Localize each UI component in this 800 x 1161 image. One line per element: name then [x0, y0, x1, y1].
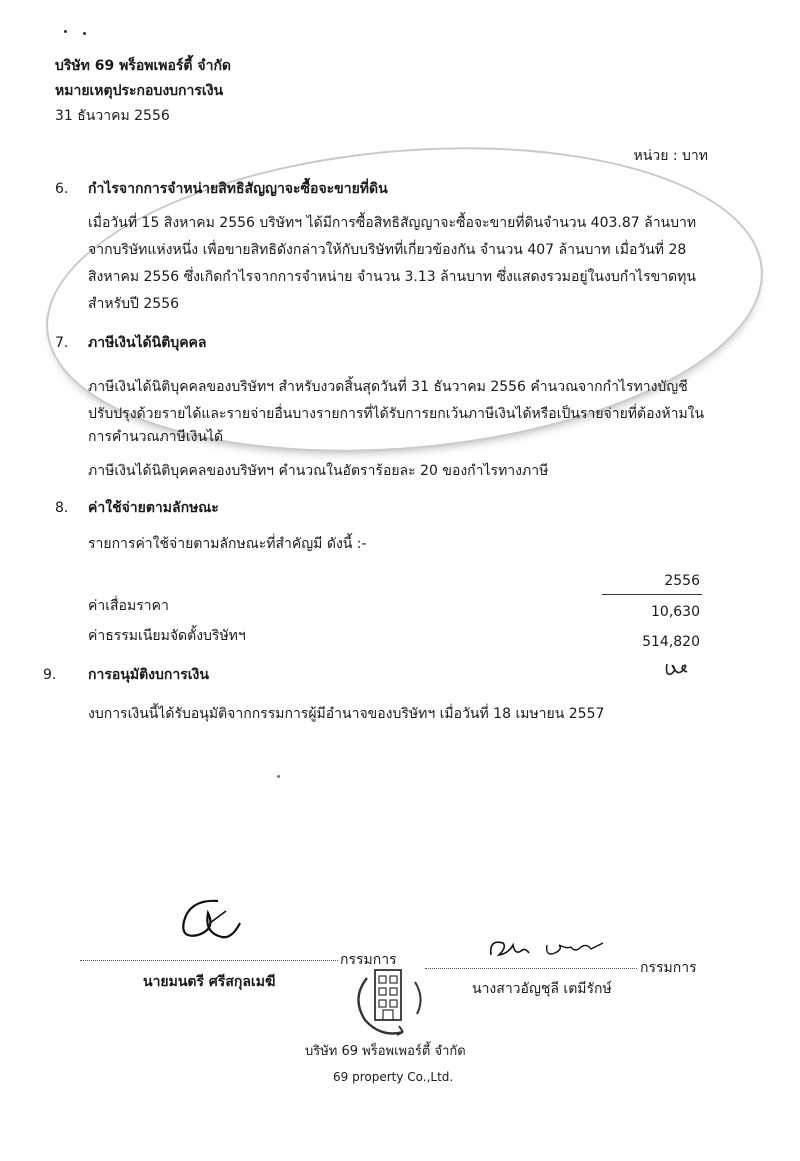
- right-signature-role: กรรมการ: [640, 960, 697, 976]
- section-6-title: กำไรจากการจำหน่ายสิทธิสัญญาจะซื้อจะขายที่ดิน: [88, 181, 388, 197]
- section-9-number: 9.: [43, 667, 57, 683]
- company-name: บริษัท 69 พร็อพเพอร์ตี้ จำกัด: [55, 58, 232, 74]
- section-8-title: ค่าใช้จ่ายตามลักษณะ: [88, 500, 219, 516]
- expense-value-depreciation: 10,630: [651, 604, 700, 620]
- expense-value-setup-fee: 514,820: [642, 634, 700, 650]
- section-6-line: สำหรับปี 2556: [88, 296, 180, 312]
- left-signature-role: กรรมการ: [340, 952, 397, 968]
- left-signatory-name: นายมนตรี ศรีสกุลเมฆี: [143, 974, 276, 990]
- section-7-line: การคำนวณภาษีเงินได้: [88, 429, 224, 445]
- expense-label-setup-fee: ค่าธรรมเนียมจัดตั้งบริษัทฯ: [88, 628, 246, 644]
- section-8-intro: รายการค่าใช้จ่ายตามลักษณะที่สำคัญมี ดังนี้ :-: [88, 536, 367, 552]
- document-date: 31 ธันวาคม 2556: [55, 108, 170, 124]
- section-6-line: จากบริษัทแห่งหนึ่ง เพื่อขายสิทธิดังกล่าวให้กับบริษัทที่เกี่ยวข้องกัน จำนวน 407 ล้านบาท เมื่อวันที่ 28: [88, 242, 687, 258]
- scan-speck: [83, 32, 86, 35]
- section-6-number: 6.: [55, 181, 69, 197]
- right-signature: [485, 935, 615, 965]
- section-6-line: สิงหาคม 2556 ซึ่งเกิดกำไรจากการจำหน่าย จำนวน 3.13 ล้านบาท ซึ่งแสดงรวมอยู่ในงบกำไรขาดทุน: [88, 269, 696, 285]
- section-7-line: ภาษีเงินได้นิติบุคคลของบริษัทฯ สำหรับงวดสิ้นสุดวันที่ 31 ธันวาคม 2556 คำนวณจากกำไรทางบัญชี: [88, 379, 688, 395]
- stamp-company-english: 69 property Co.,Ltd.: [333, 1070, 454, 1084]
- section-7-tax-rate: ภาษีเงินได้นิติบุคคลของบริษัทฯ คำนวณในอัตราร้อยละ 20 ของกำไรทางภาษี: [88, 463, 549, 479]
- section-8-number: 8.: [55, 500, 69, 516]
- year-underline: [602, 594, 702, 595]
- company-logo-stamp: [345, 962, 435, 1042]
- scan-speck: [277, 775, 280, 778]
- document-title: หมายเหตุประกอบงบการเงิน: [55, 83, 224, 99]
- handwritten-initials: [663, 660, 693, 682]
- section-7-title: ภาษีเงินได้นิติบุคคล: [88, 335, 207, 351]
- scan-speck: [64, 30, 67, 33]
- expense-year-header: 2556: [664, 573, 700, 589]
- expense-label-depreciation: ค่าเสื่อมราคา: [88, 598, 169, 614]
- section-7-number: 7.: [55, 335, 69, 351]
- section-9-text: งบการเงินนี้ได้รับอนุมัติจากกรรมการผู้มีอำนาจของบริษัทฯ เมื่อวันที่ 18 เมษายน 2557: [88, 706, 605, 722]
- section-7-line: ปรับปรุงด้วยรายได้และรายจ่ายอื่นบางรายการที่ได้รับการยกเว้นภาษีเงินได้หรือเป็นรายจ่ายที่ต้องห้ามใน: [88, 406, 705, 422]
- section-9-title: การอนุมัติงบการเงิน: [88, 667, 209, 683]
- right-signatory-name: นางสาวอัญชุลี เตมีรักษ์: [472, 981, 612, 997]
- section-6-line: เมื่อวันที่ 15 สิงหาคม 2556 บริษัทฯ ได้มีการซื้อสิทธิสัญญาจะซื้อจะขายที่ดินจำนวน 403.87 ล้านบาท: [88, 215, 697, 231]
- currency-unit: หน่วย : บาท: [633, 148, 708, 164]
- left-signature-line: [80, 960, 338, 961]
- stamp-company-thai: บริษัท 69 พร็อพเพอร์ตี้ จำกัด: [305, 1044, 466, 1059]
- right-signature-line: [425, 968, 637, 969]
- left-signature: [170, 893, 250, 953]
